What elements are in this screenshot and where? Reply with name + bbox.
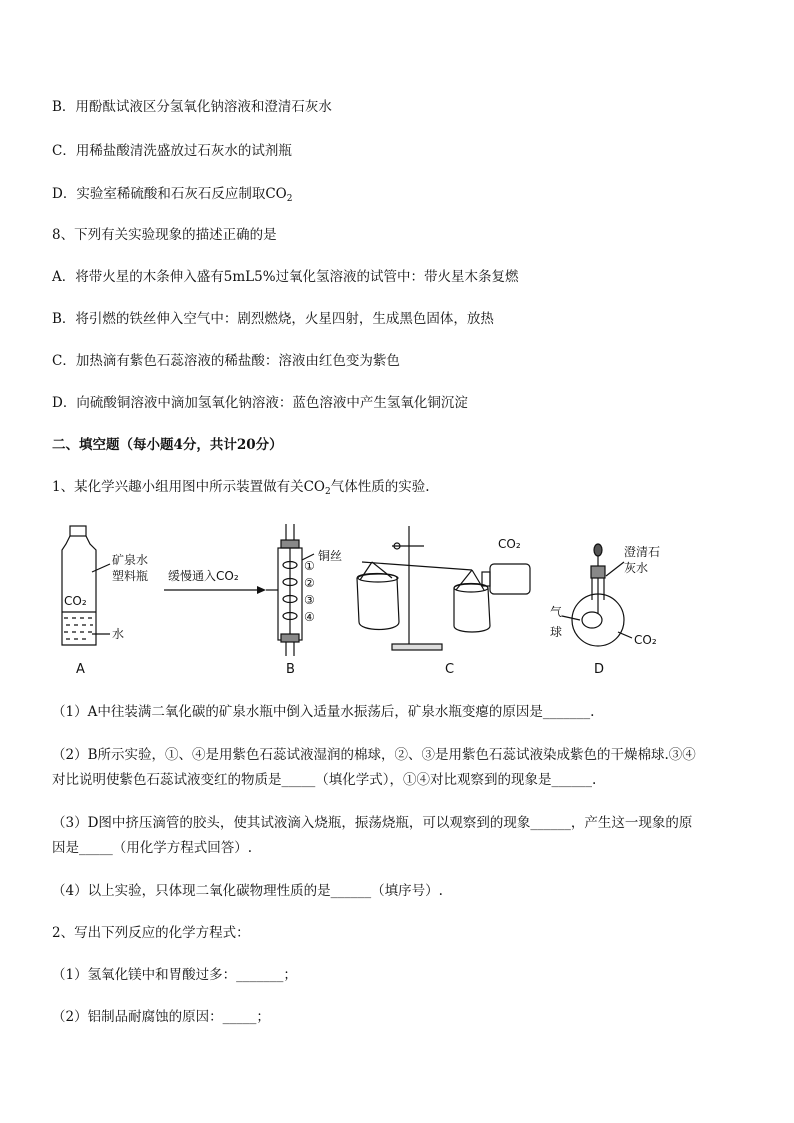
q8-option-d: D．向硫酸铜溶液中滴加氢氧化钠溶液：蓝色溶液中产生氢氧化铜沉淀 (52, 395, 468, 411)
b-number-1: ① (304, 559, 315, 573)
arrow-label: 缓慢通入CO₂ (168, 569, 239, 583)
b-number-3: ③ (304, 593, 315, 607)
a-co2-label: CO₂ (64, 594, 87, 608)
balloon (582, 612, 602, 628)
section-heading: 二、填空题（每小题4分，共计20分） (52, 437, 283, 453)
stand-base (392, 644, 442, 650)
caption-a: A (76, 662, 85, 677)
bottle-body (62, 536, 96, 645)
a-water-label: 水 (112, 627, 125, 641)
dropper-bulb (594, 544, 602, 556)
option-b: B．用酚酞试液区分氢氧化钠溶液和澄清石灰水 (52, 99, 332, 115)
fq1-subscript: 2 (325, 487, 331, 497)
q8-option-b: B．将引燃的铁丝伸入空气中：剧烈燃烧，火星四射，生成黑色固体，放热 (52, 311, 494, 327)
d-co2-label: CO₂ (634, 633, 657, 647)
fq1-part-4: （4）以上实验，只体现二氧化碳物理性质的是______（填序号）. (52, 883, 443, 899)
caption-b: B (286, 662, 295, 677)
fq1-part-1: （1）A中往装满二氧化碳的矿泉水瓶中倒入适量水振荡后，矿泉水瓶变瘪的原因是_______. (52, 704, 595, 720)
apparatus-d (562, 544, 632, 646)
fq1-text-pre: 1、某化学兴趣小组用图中所示装置做有关CO (52, 479, 325, 495)
b-number-4: ④ (304, 610, 315, 624)
arrow-head (257, 586, 266, 594)
fq2-part-1: （1）氢氧化镁中和胃酸过多：_______； (52, 967, 297, 983)
flask-stopper (591, 566, 605, 578)
fq2-part-2: （2）铝制品耐腐蚀的原因：_____； (52, 1009, 270, 1025)
water-hatch (64, 618, 93, 639)
fq1-part-3-line-2: 因是_____（用化学方程式回答）. (52, 840, 253, 856)
q8-option-c: C．加热滴有紫色石蕊溶液的稀盐酸：溶液由红色变为紫色 (52, 353, 400, 369)
fill-question-2: 2、写出下列反应的化学方程式： (52, 925, 250, 941)
fq1-part-2-line-1: （2）B所示实验，①、④是用紫色石蕊试液湿润的棉球，②、③是用紫色石蕊试液染成紫色的干燥棉球.③④ (52, 747, 696, 763)
d-qiu-label: 球 (550, 625, 563, 639)
caption-c: C (445, 662, 455, 677)
option-d-subscript: 2 (286, 194, 293, 204)
a-label-1: 矿泉水 (112, 553, 149, 567)
option-d (52, 185, 292, 203)
a-label-2: 塑料瓶 (112, 569, 149, 583)
option-c: C．用稀盐酸清洗盛放过石灰水的试剂瓶 (52, 143, 292, 159)
d-label-1: 澄清石 (624, 545, 661, 559)
co2-bottle (490, 564, 530, 594)
q8-option-a: A．将带火星的木条伸入盛有5mL5%过氧化氢溶液的试管中：带火星木条复燃 (52, 269, 519, 285)
apparatus-b (266, 524, 314, 656)
apparatus-a (62, 526, 110, 645)
option-d-text: D．实验室稀硫酸和石灰石反应制取CO (52, 186, 287, 202)
bottle-cap (70, 526, 86, 536)
bottle-pointer (92, 564, 110, 572)
apparatus-figure (52, 520, 692, 685)
fq1-part-3-line-1: （3）D图中挤压滴管的胶头，使其试液滴入烧瓶，振荡烧瓶，可以观察到的现象______，产生这一现象的原 (52, 815, 693, 831)
d-qi-label: 气 (550, 605, 563, 619)
b-wire-label: 铜丝 (318, 549, 343, 563)
question-8: 8、下列有关实验现象的描述正确的是 (52, 227, 277, 243)
c-co2-label: CO₂ (498, 537, 521, 551)
d-label-2: 灰水 (624, 561, 649, 575)
b-number-2: ② (304, 576, 315, 590)
caption-d: D (594, 662, 605, 677)
fq1-text-post: 气体性质的实验. (330, 479, 430, 495)
fill-question-1 (52, 478, 430, 496)
fq1-part-2-line-2: 对比说明使紫色石蕊试液变红的物质是_____（填化学式），①④对比观察到的现象是______. (52, 772, 597, 788)
balance-beam (362, 562, 472, 570)
